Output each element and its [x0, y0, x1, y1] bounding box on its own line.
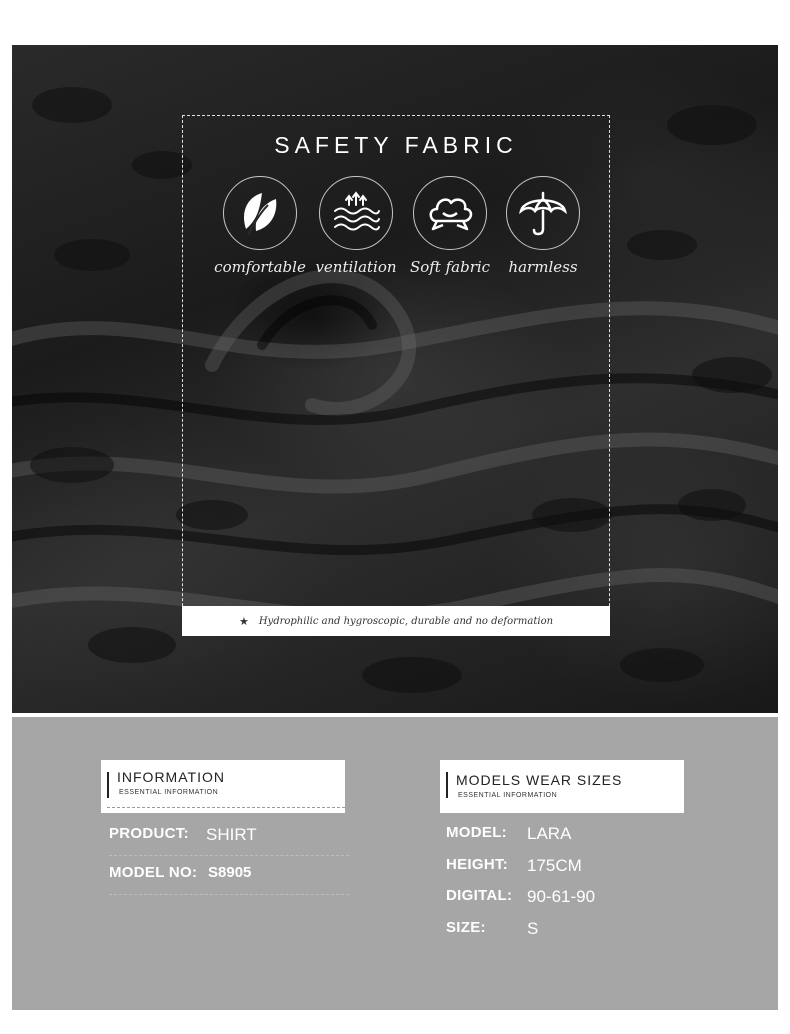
- info-key: PRODUCT:: [109, 825, 189, 842]
- size-key: DIGITAL:: [446, 887, 513, 904]
- star-icon: ★: [238, 614, 249, 628]
- size-value: LARA: [527, 824, 572, 843]
- model-sizes-subtitle: ESSENTIAL INFORMATION: [458, 792, 558, 799]
- size-key: SIZE:: [446, 919, 486, 936]
- size-value: S: [527, 919, 539, 938]
- row-divider: [109, 894, 349, 895]
- info-row-model-no: [109, 864, 349, 888]
- size-key: HEIGHT:: [446, 856, 509, 873]
- umbrella-icon: [506, 176, 580, 250]
- information-subtitle: ESSENTIAL INFORMATION: [119, 789, 219, 796]
- size-row-digital: [446, 887, 686, 911]
- fabric-photo: [12, 45, 778, 713]
- header-accent-bar: [446, 772, 448, 798]
- size-value: 175CM: [527, 856, 582, 875]
- leaf-icon: [223, 176, 297, 250]
- size-row-model: [446, 824, 686, 848]
- size-row-size: [446, 919, 686, 943]
- information-title: INFORMATION: [117, 769, 225, 785]
- header-divider: [107, 807, 345, 808]
- feature-comfortable: [205, 176, 315, 286]
- info-value: S8905: [208, 864, 252, 881]
- size-value: 90-61-90: [527, 887, 596, 906]
- feature-label: ventilation: [315, 258, 397, 276]
- safety-fabric-panel: [182, 115, 610, 636]
- model-sizes-header: [440, 760, 684, 813]
- row-divider: [109, 855, 349, 856]
- header-accent-bar: [107, 772, 109, 798]
- info-value: SHIRT: [206, 825, 257, 844]
- feature-label: harmless: [508, 258, 578, 276]
- cotton-icon: [413, 176, 487, 250]
- info-row-product: [109, 825, 349, 849]
- size-row-height: [446, 856, 686, 880]
- info-section: [12, 717, 778, 1010]
- feature-label: Soft fabric: [409, 258, 491, 276]
- feature-label: comfortable: [214, 258, 306, 276]
- feature-harmless: [488, 176, 598, 286]
- feature-list: [205, 176, 585, 286]
- info-key: MODEL NO:: [109, 864, 198, 881]
- size-key: MODEL:: [446, 824, 507, 841]
- wind-waves-icon: [319, 176, 393, 250]
- fabric-note: [182, 606, 610, 636]
- fabric-note-text: Hydrophilic and hygroscopic, durable and no deformation: [258, 615, 554, 627]
- information-header: [101, 760, 345, 813]
- panel-title: SAFETY FABRIC: [274, 132, 518, 158]
- model-sizes-title: MODELS WEAR SIZES: [456, 772, 623, 788]
